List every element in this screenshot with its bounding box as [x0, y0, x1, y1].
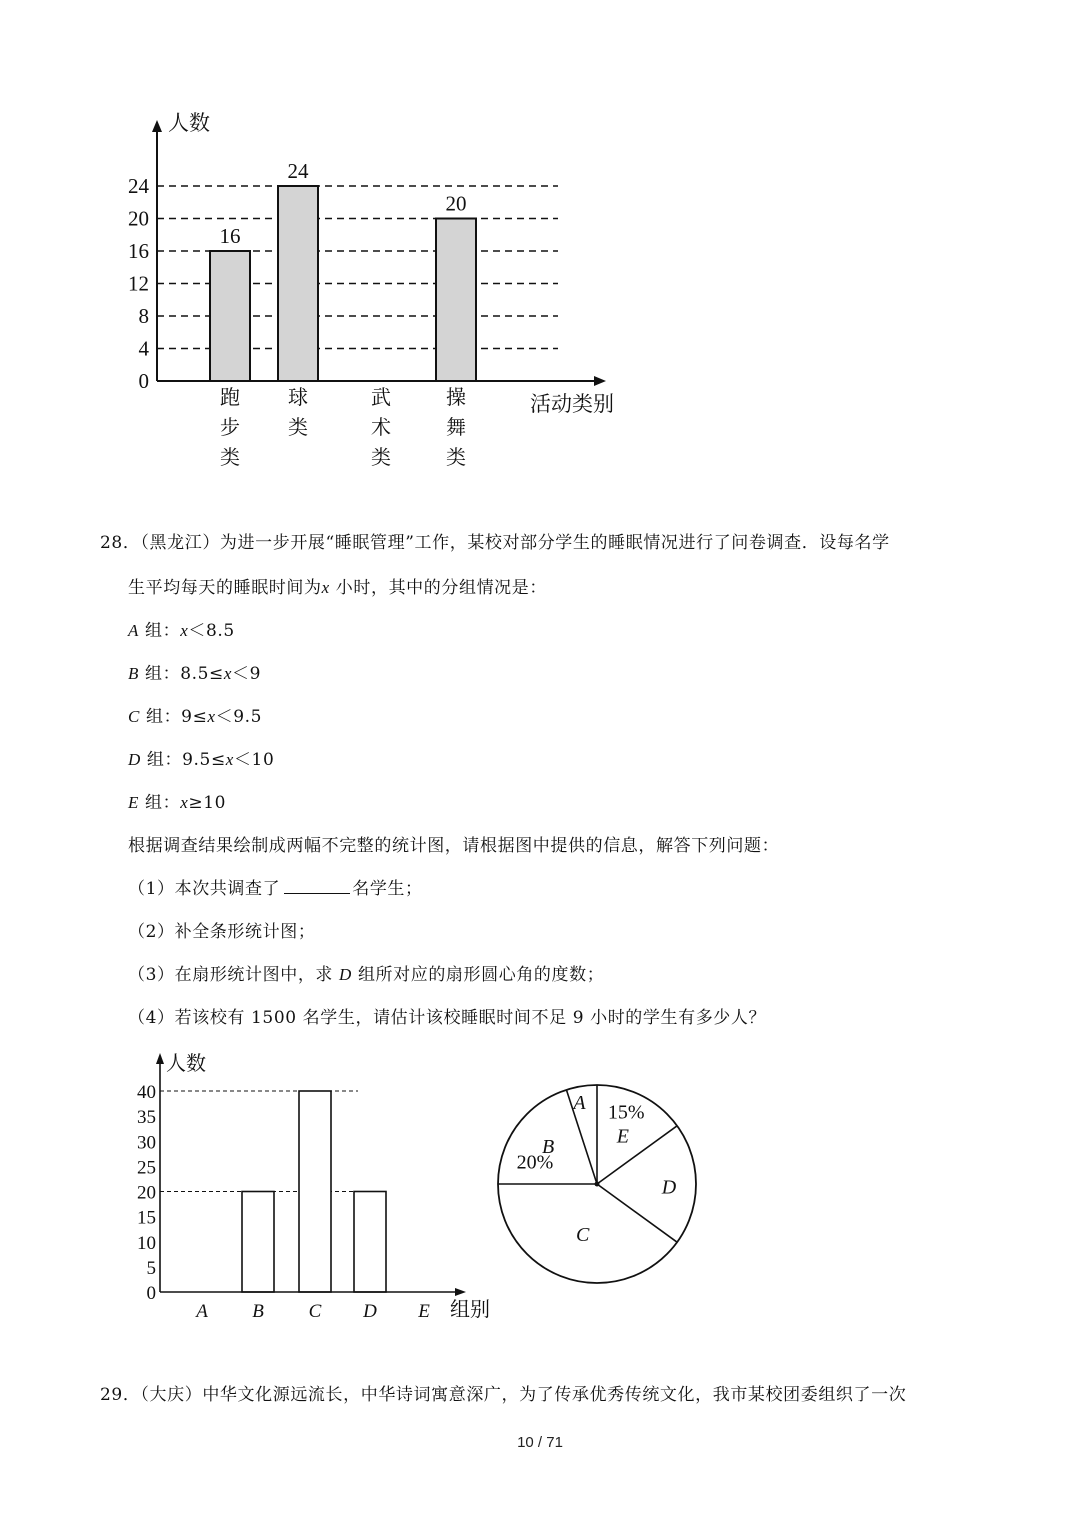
slice-percent-E: 15%: [607, 1101, 645, 1124]
group-c: [128, 705, 262, 729]
y-tick-label-16: 16: [128, 239, 149, 263]
group-bar-chart-svg: [0, 1040, 520, 1340]
answer-blank[interactable]: [284, 877, 350, 894]
category-label-1-3: 类: [220, 447, 240, 469]
category-label-1-1: 跑: [220, 387, 240, 409]
category-label-E: E: [418, 1301, 430, 1322]
x-axis-title: 活动类别: [530, 392, 614, 416]
group-bar-chart: [0, 1040, 520, 1340]
y-tick-label-20: 20: [128, 206, 149, 231]
category-label-4-3: 类: [446, 447, 466, 469]
q28-intro: 根据调查结果绘制成两幅不完整的统计图，请根据图中提供的信息，解答下列问题：: [128, 836, 780, 856]
q28-line2: [128, 576, 547, 600]
group-pie-chart: [480, 1070, 720, 1290]
group-a: [128, 619, 235, 643]
category-label-B: B: [252, 1301, 264, 1322]
q28-sub2: （2）补全条形统计图；: [128, 922, 316, 942]
group-d-x: x: [225, 750, 234, 769]
x-axis-arrow: [594, 376, 606, 386]
category-label-3-3: 类: [371, 447, 391, 469]
bar-value-label-2: 24: [287, 159, 309, 183]
bar-2: [278, 186, 318, 381]
slice-label-A: A: [573, 1091, 586, 1114]
category-label-2-1: 球: [288, 387, 308, 409]
y-axis-title: 人数: [166, 1053, 206, 1075]
y-tick-label-8: 8: [138, 304, 149, 328]
group-e: [128, 791, 226, 815]
category-label-4-2: 舞: [446, 417, 466, 439]
group-b: [128, 662, 261, 686]
bar-D: [354, 1192, 386, 1293]
q28-sub3-pre: （3）在扇形统计图中，求: [128, 965, 334, 985]
bar-B: [242, 1192, 274, 1293]
category-label-C: C: [308, 1301, 322, 1322]
group-d: [128, 748, 274, 772]
y-tick-label-35: 35: [137, 1107, 156, 1129]
group-b-name: B: [128, 664, 139, 683]
group-a-name: A: [128, 621, 139, 640]
y-tick-label-20: 20: [137, 1182, 156, 1204]
group-a-rest: ＜8.5: [188, 621, 235, 641]
y-tick-label-24: 24: [128, 174, 149, 198]
q28-sub3-post: 组所对应的扇形圆心角的度数；: [357, 965, 605, 985]
y-tick-label-25: 25: [137, 1157, 156, 1179]
y-tick-label-0: 0: [146, 1283, 156, 1304]
group-e-pre: 组：: [145, 793, 181, 813]
category-label-2-2: 类: [288, 417, 308, 439]
group-a-pre: 组：: [145, 621, 181, 641]
q28-line1: 28．（黑龙江）为进一步开展“睡眠管理”工作，某校对部分学生的睡眠情况进行了问卷调查．设每名学: [100, 533, 890, 553]
category-label-3-1: 武: [371, 387, 391, 409]
y-tick-label-40: 40: [137, 1082, 156, 1103]
y-tick-label-0: 0: [138, 369, 149, 393]
y-tick-label-10: 10: [137, 1232, 156, 1254]
category-label-A: A: [196, 1301, 208, 1322]
bar-1: [210, 251, 250, 381]
q28-line2-post: 小时，其中的分组情况是：: [335, 578, 547, 598]
slice-percent-B: 20%: [516, 1151, 554, 1174]
group-e-name: E: [128, 793, 139, 812]
y-tick-label-30: 30: [137, 1132, 156, 1154]
group-d-rest: ＜10: [233, 750, 275, 770]
slice-label-C: C: [576, 1224, 590, 1246]
activity-bar-chart: [0, 0, 1080, 500]
slice-label-D: D: [661, 1176, 677, 1199]
q28-sub1: [128, 877, 423, 901]
q28-sub1-post: 名学生；: [352, 879, 423, 899]
group-e-x: x: [180, 793, 189, 812]
group-c-name: C: [128, 707, 140, 726]
group-c-x: x: [207, 707, 216, 726]
slice-label-E: E: [616, 1125, 629, 1148]
q28-sub1-pre: （1）本次共调查了: [128, 879, 281, 899]
y-tick-label-12: 12: [128, 271, 149, 296]
q28-sub3: [128, 963, 604, 987]
pie-center: [595, 1182, 600, 1187]
bar-value-label-4: 20: [445, 191, 467, 216]
y-tick-label-5: 5: [146, 1257, 156, 1279]
q28-sub4: （4）若该校有 1500 名学生，请估计该校睡眠时间不足 9 小时的学生有多少人？: [128, 1008, 767, 1028]
group-b-rest: ＜9: [232, 664, 262, 684]
group-c-pre: 组：9≤: [145, 707, 208, 727]
category-label-D: D: [363, 1301, 377, 1322]
bar-4: [436, 219, 476, 382]
y-axis-arrow: [156, 1053, 164, 1064]
group-a-x: x: [180, 621, 189, 640]
q28-var-x: x: [321, 578, 330, 597]
x-axis-title: 组别: [450, 1299, 490, 1321]
y-axis-title: 人数: [168, 111, 210, 135]
q28-line2-pre: 生平均每天的睡眠时间为: [128, 578, 322, 598]
y-tick-label-4: 4: [138, 336, 149, 361]
category-label-4-1: 操: [446, 387, 466, 409]
group-e-rest: ≥10: [188, 793, 227, 813]
bar-value-label-1: 16: [219, 224, 241, 248]
group-c-rest: ＜9.5: [215, 707, 263, 727]
page-number: 10 / 71: [517, 1434, 563, 1451]
y-tick-label-15: 15: [137, 1207, 156, 1229]
slice-label-B: B: [541, 1135, 555, 1158]
q28-sub3-var: D: [339, 965, 352, 984]
group-b-pre: 组：8.5≤: [145, 664, 224, 684]
activity-bar-chart-svg: [0, 0, 1080, 500]
q29-line1: 29．（大庆）中华文化源远流长，中华诗词寓意深广，为了传承优秀传统文化，我市某校团委组织了一次: [100, 1385, 907, 1405]
x-axis-arrow: [455, 1288, 466, 1296]
group-d-name: D: [128, 750, 141, 769]
category-label-1-2: 步: [220, 417, 240, 439]
y-axis-arrow: [152, 120, 162, 132]
category-label-3-2: 术: [371, 417, 391, 439]
bar-C: [299, 1091, 331, 1292]
group-pie-chart-svg: [480, 1070, 720, 1290]
group-b-x: x: [223, 664, 233, 683]
group-d-pre: 组：9.5≤: [146, 750, 226, 770]
